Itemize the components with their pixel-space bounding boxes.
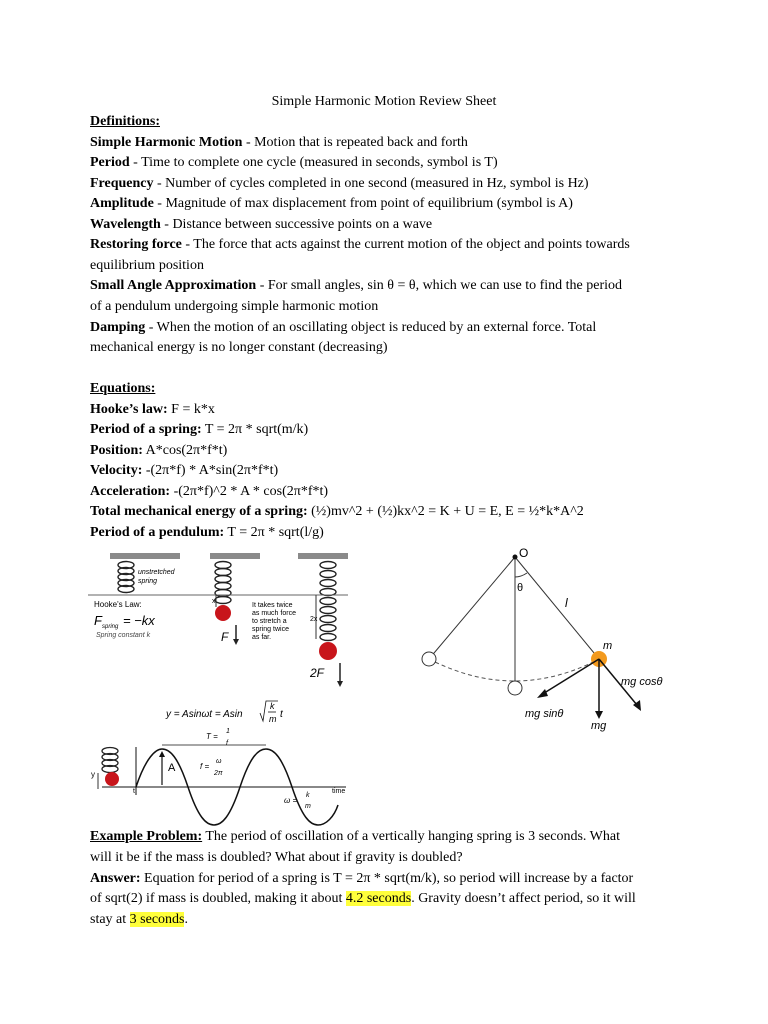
x-label: x xyxy=(212,598,216,605)
pendulum-figure xyxy=(415,545,663,735)
length-l-label: l xyxy=(565,596,568,610)
equation-acceleration xyxy=(90,482,328,502)
note-line-1: It takes twice xyxy=(252,602,293,609)
answer-text: of sqrt(2) if mass is doubled, making it about xyxy=(90,891,346,906)
answer-text: stay at xyxy=(90,912,130,927)
hookes-formula-sub: spring xyxy=(102,624,119,630)
unstretched-label: unstretched xyxy=(138,569,175,576)
definition-text: - The force that acts against the current motion of the object and points towards xyxy=(181,237,630,252)
definitions-heading xyxy=(90,112,160,132)
answer-text: Equation for period of a spring is T = 2π * sqrt(m/k), so period will increase by a factor xyxy=(140,871,634,886)
definition-shm xyxy=(90,133,468,153)
answer-text: . Gravity doesn’t affect period, so it will xyxy=(411,891,636,906)
equation-label: Period of a spring: xyxy=(90,422,202,437)
wave-equation: y = Asinωt = Asin xyxy=(166,709,243,720)
equation-position xyxy=(90,441,227,461)
definition-damping xyxy=(90,318,596,338)
example-problem-text: The period of oscillation of a vertically hanging spring is 3 seconds. What xyxy=(202,829,620,844)
omega-eq-label: ω = xyxy=(284,796,298,805)
definition-text: - Motion that is repeated back and forth xyxy=(242,135,468,150)
wave-eq-m: m xyxy=(269,714,277,724)
period-one: 1 xyxy=(226,728,230,735)
freq-two-pi: 2π xyxy=(214,770,223,777)
hookes-formula-rest: = −kx xyxy=(123,613,155,628)
equation-label: Period of a pendulum: xyxy=(90,525,225,540)
equations-heading-text: Equations: xyxy=(90,381,156,396)
equation-label: Hooke’s law: xyxy=(90,402,168,417)
definition-damping-cont: mechanical energy is no longer constant (decreasing) xyxy=(90,340,388,355)
example-problem-line-2: will it be if the mass is doubled? What about if gravity is doubled? xyxy=(90,850,463,865)
definition-restoring-force xyxy=(90,235,630,255)
wave-amplitude-label: A xyxy=(168,762,176,774)
definition-text: - Time to complete one cycle (measured in seconds, symbol is T) xyxy=(129,155,498,170)
answer-line-3 xyxy=(90,910,188,930)
definition-small-angle xyxy=(90,276,622,296)
definition-term: Frequency xyxy=(90,176,154,191)
equation-label: Total mechanical energy of a spring: xyxy=(90,504,308,519)
wave-t-axis-label: t xyxy=(133,788,135,795)
hookes-law-label: Hooke's Law: xyxy=(94,600,142,609)
definition-term: Period xyxy=(90,155,130,170)
definition-text: - Number of cycles completed in one second (measured in Hz, symbol is Hz) xyxy=(153,176,589,191)
equation-text: F = k*x xyxy=(167,402,215,417)
period-t-eq: T = xyxy=(206,732,218,741)
equation-label: Acceleration: xyxy=(90,484,171,499)
definition-small-angle-cont: of a pendulum undergoing simple harmonic motion xyxy=(90,299,379,314)
equation-label: Velocity: xyxy=(90,463,143,478)
two-x-label: 2x xyxy=(310,616,318,623)
equation-spring-period xyxy=(90,420,308,440)
definition-term: Wavelength xyxy=(90,217,161,232)
definition-text: - For small angles, sin θ = θ, which we can use to find the period xyxy=(256,278,623,293)
note-line-4: spring twice xyxy=(252,626,289,633)
highlighted-answer-3: 3 seconds xyxy=(129,912,185,927)
omega-eq-k: k xyxy=(306,792,310,799)
shm-wave-figure xyxy=(88,695,358,820)
page-title: Simple Harmonic Motion Review Sheet xyxy=(271,94,497,109)
mg-label: mg xyxy=(591,720,607,732)
period-f: f xyxy=(226,740,228,747)
spring-label: spring xyxy=(138,578,158,585)
definition-term: Restoring force xyxy=(90,237,182,252)
answer-label: Answer: xyxy=(90,871,141,886)
mg-sin-label: mg sinθ xyxy=(525,708,564,720)
wave-time-label: time xyxy=(332,788,346,795)
definition-wavelength xyxy=(90,215,432,235)
equation-pendulum-period xyxy=(90,523,324,543)
freq-omega: ω xyxy=(216,758,222,765)
highlighted-answer-4-2: 4.2 seconds xyxy=(345,891,412,906)
example-problem-line-1 xyxy=(90,827,620,847)
wave-eq-t: t xyxy=(280,709,283,720)
equation-label: Position: xyxy=(90,443,143,458)
equation-text: (½)mv^2 + (½)kx^2 = K + U = E, E = ½*k*A^2 xyxy=(307,504,584,519)
wave-eq-k: k xyxy=(270,701,275,711)
freq-f-eq: f = xyxy=(200,762,210,771)
equation-hookes-law xyxy=(90,400,215,420)
force-2f-label: 2F xyxy=(310,666,325,680)
definition-term: Amplitude xyxy=(90,196,154,211)
note-line-3: to stretch a xyxy=(252,618,287,625)
note-line-5: as far. xyxy=(252,634,272,641)
mass-m-label: m xyxy=(603,640,613,652)
definition-period xyxy=(90,153,498,173)
pivot-o-label: O xyxy=(519,546,529,560)
answer-line-1 xyxy=(90,869,633,889)
equation-text: T = 2π * sqrt(m/k) xyxy=(201,422,309,437)
equation-text: T = 2π * sqrt(l/g) xyxy=(224,525,324,540)
answer-text: . xyxy=(184,912,188,927)
equation-text: A*cos(2π*f*t) xyxy=(142,443,228,458)
definition-text: - Magnitude of max displacement from point of equilibrium (symbol is A) xyxy=(153,196,573,211)
definition-amplitude xyxy=(90,194,573,214)
definition-term: Damping xyxy=(90,320,146,335)
definition-term: Small Angle Approximation xyxy=(90,278,257,293)
definition-term: Simple Harmonic Motion xyxy=(90,135,243,150)
definition-restoring-force-cont: equilibrium position xyxy=(90,258,204,273)
mg-cos-label: mg cosθ xyxy=(621,676,663,688)
equation-text: -(2π*f) * A*sin(2π*f*t) xyxy=(142,463,279,478)
answer-line-2 xyxy=(90,889,636,909)
hookes-formula-f: F xyxy=(94,613,102,628)
wave-y-label: y xyxy=(91,770,95,779)
hookes-law-springs-figure xyxy=(88,545,378,690)
theta-label: θ xyxy=(517,582,524,594)
equation-total-energy xyxy=(90,502,584,522)
equations-heading xyxy=(90,379,155,399)
definitions-heading-text: Definitions: xyxy=(90,114,160,129)
omega-eq-m: m xyxy=(305,803,311,810)
equation-text: -(2π*f)^2 * A * cos(2π*f*t) xyxy=(170,484,329,499)
spring-constant-label: Spring constant k xyxy=(96,632,151,639)
force-f-label: F xyxy=(221,630,229,644)
definition-text: - When the motion of an oscillating object is reduced by an external force. Total xyxy=(145,320,597,335)
note-line-2: as much force xyxy=(252,610,296,617)
definition-text: - Distance between successive points on a wave xyxy=(160,217,433,232)
example-problem-label: Example Problem: xyxy=(90,829,203,844)
equation-velocity xyxy=(90,461,278,481)
definition-frequency xyxy=(90,174,589,194)
